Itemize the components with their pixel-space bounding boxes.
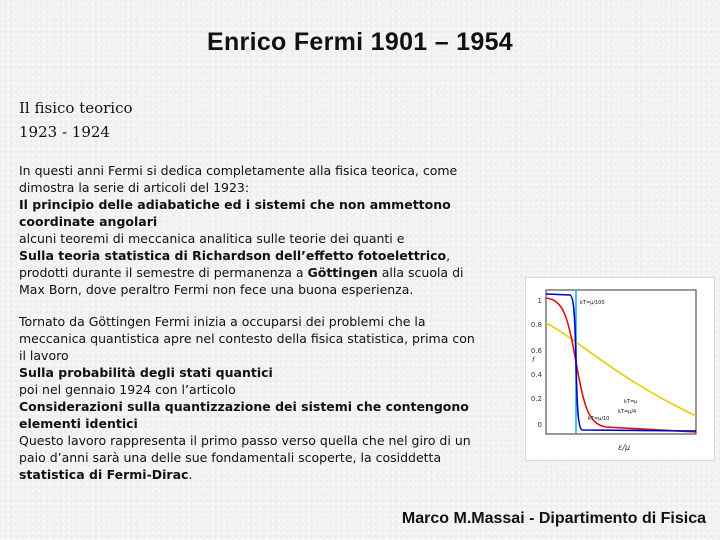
slide-title: Enrico Fermi 1901 – 1954 — [207, 28, 513, 56]
curve-high-temperature — [546, 323, 696, 416]
text-line: In questi anni Fermi si dedica completamente alla fisica teorica, come — [19, 163, 458, 178]
text-fragment: . — [188, 467, 193, 482]
text-fragment: , — [446, 248, 451, 263]
text-line: meccanica quantistica apre nel contesto della fisica statistica, prima con — [19, 331, 475, 346]
fermi-dirac-plot — [526, 278, 714, 460]
y-tick-label: 0.8 — [530, 321, 542, 329]
paragraph-1923 — [19, 162, 463, 298]
text-line: dimostra la serie di articoli del 1923: — [19, 180, 250, 195]
subtitle-years: 1923 - 1924 — [19, 123, 110, 141]
curve-label: kT=μ/4 — [618, 409, 637, 415]
x-axis-label: ε/μ — [618, 443, 631, 452]
text-line: Max Born, dove peraltro Fermi non fece una buona esperienza. — [19, 282, 414, 297]
article-title-cont: elementi identici — [19, 416, 138, 431]
text-line: alcuni teoremi di meccanica analitica sulle teorie dei quanti e — [19, 231, 405, 246]
y-tick-label: 0.4 — [530, 371, 542, 379]
y-tick-label: 0 — [537, 421, 542, 429]
y-tick-label: 0.6 — [530, 347, 542, 355]
article-title: Considerazioni sulla quantizzazione dei sistemi che contengono — [19, 399, 469, 414]
curve-label: kT=μ/100 — [580, 300, 605, 306]
subtitle-role: Il fisico teorico — [19, 99, 133, 117]
curve-label: kT=μ/10 — [588, 416, 610, 422]
slide-subtitle — [19, 96, 133, 144]
y-axis-label: f — [532, 356, 535, 364]
text-fragment: prodotti durante il semestre di permanenza a — [19, 265, 308, 280]
text-line: Tornato da Göttingen Fermi inizia a occuparsi dei problemi che la — [19, 314, 426, 329]
text-line: paio d’anni sarà una delle sue fondamentali scoperte, la cosiddetta — [19, 450, 442, 465]
article-title-cont: coordinate angolari — [19, 214, 158, 229]
article-title: Il principio delle adiabatiche ed i sistemi che non ammettono — [19, 197, 451, 212]
paragraph-1924 — [19, 313, 475, 483]
text-line: il lavoro — [19, 348, 69, 363]
y-tick-label: 0.2 — [530, 395, 542, 403]
article-title: Sulla teoria statistica di Richardson dell’effetto fotoelettrico — [19, 248, 447, 263]
curve-label: kT=μ — [624, 399, 638, 405]
place-name: Göttingen — [307, 265, 378, 280]
author-credit: Marco M.Massai - Dipartimento di Fisica — [401, 510, 706, 527]
text-fragment: alla scuola di — [377, 265, 464, 280]
text-line: Questo lavoro rappresenta il primo passo verso quella che nel giro di un — [19, 433, 471, 448]
statistics-name: statistica di Fermi-Dirac — [19, 467, 189, 482]
y-tick-label: 1 — [537, 297, 542, 305]
article-title: Sulla probabilità degli stati quantici — [19, 365, 273, 380]
text-line: poi nel gennaio 1924 con l’articolo — [19, 382, 236, 397]
fermi-dirac-distribution-figure — [525, 277, 715, 461]
